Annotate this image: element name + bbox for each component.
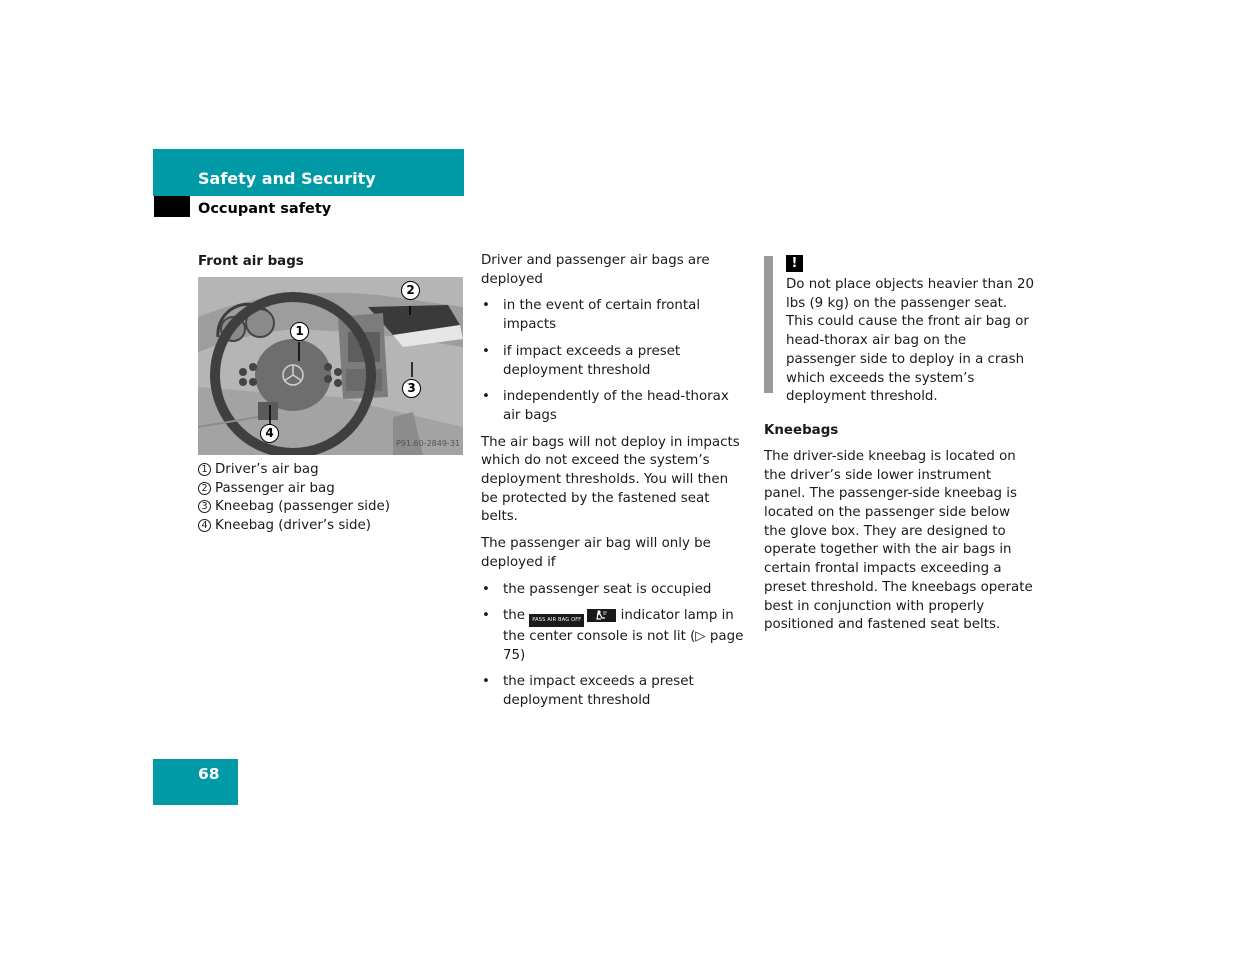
list-item: • independently of the head-thorax air bags [481, 388, 749, 425]
list-item: • in the event of certain frontal impacts [481, 297, 749, 334]
pass-air-bag-off-lamp-icon [529, 609, 616, 628]
section-title: Safety and Security [198, 169, 376, 188]
warning-box [764, 252, 1036, 407]
kneebags-heading: Kneebags [764, 422, 839, 438]
deployment-intro: Driver and passenger air bags are deployed [481, 253, 710, 287]
seat-occupant-icon [587, 609, 616, 622]
column-front-air-bags [198, 252, 468, 536]
legend-text: Driver’s air bag [215, 462, 319, 477]
list-item: • if impact exceeds a preset deployment threshold [481, 343, 749, 380]
list-item: • the passenger seat is occupied [481, 581, 749, 600]
warning-text: Do not place objects heavier than 20 lbs (9 kg) on the passenger seat. This could cause the front air bag or head-thorax air bag on the passenger side to deploy in a crash which exceeds the system’s deployment threshold. [786, 277, 1035, 405]
passenger-conditions-list [481, 581, 749, 711]
legend-item [198, 480, 468, 499]
legend-text: Kneebag (passenger side) [215, 499, 390, 515]
list-item: • the impact exceeds a preset deployment threshold [481, 673, 749, 710]
legend-text: Kneebag (driver’s side) [215, 518, 371, 534]
front-air-bags-heading: Front air bags [198, 254, 304, 269]
legend-item [198, 517, 468, 536]
callout-1: 1 [290, 322, 309, 341]
subsection-title: Occupant safety [198, 201, 332, 217]
page-number: 68 [198, 765, 220, 783]
passenger-deploy-paragraph: The passenger air bag will only be deployed if [481, 536, 711, 570]
legend-item [198, 461, 468, 480]
dashboard-illustration [198, 277, 463, 455]
deployment-conditions-list [481, 297, 749, 425]
bullet-text-pre: the [503, 608, 525, 624]
exclamation-icon: ! [786, 255, 803, 272]
list-item [481, 607, 749, 665]
figure-code: P91.60-2849-31 [395, 439, 460, 449]
no-deploy-paragraph: The air bags will not deploy in impacts which do not exceed the system’s deployment thresholds. You will then be protected by the fastened seat belts. [481, 434, 740, 525]
callout-4: 4 [260, 424, 279, 443]
legend-number: 2 [198, 482, 211, 495]
page-number-box [153, 759, 238, 805]
bullet-text-post: indicator lamp in the center console is not lit (▷ page 75) [503, 608, 744, 663]
legend-number: 4 [198, 519, 211, 532]
legend-text: Passenger air bag [215, 480, 335, 496]
legend-number: 1 [198, 463, 211, 476]
figure-legend [198, 461, 468, 536]
kneebags-text: The driver-side kneebag is located on the driver’s side lower instrument panel. The passenger-side kneebag is located on the passenger side below the glove box. They are designed to operate together with the air bags in certain frontal impacts exceeding a preset threshold. The kneebags operate best in conjunction with properly positioned and fastened seat belts. [764, 448, 1033, 633]
legend-item [198, 498, 468, 517]
callout-2: 2 [401, 281, 420, 300]
column-deployment [481, 252, 749, 719]
legend-number: 3 [198, 500, 211, 513]
warning-bar [764, 256, 773, 393]
callout-3: 3 [402, 379, 421, 398]
subsection-marker [154, 196, 190, 217]
dashboard-figure [198, 277, 463, 455]
lamp-label: PASS AIR BAG OFF [529, 614, 584, 627]
column-warning-kneebags [764, 252, 1036, 635]
